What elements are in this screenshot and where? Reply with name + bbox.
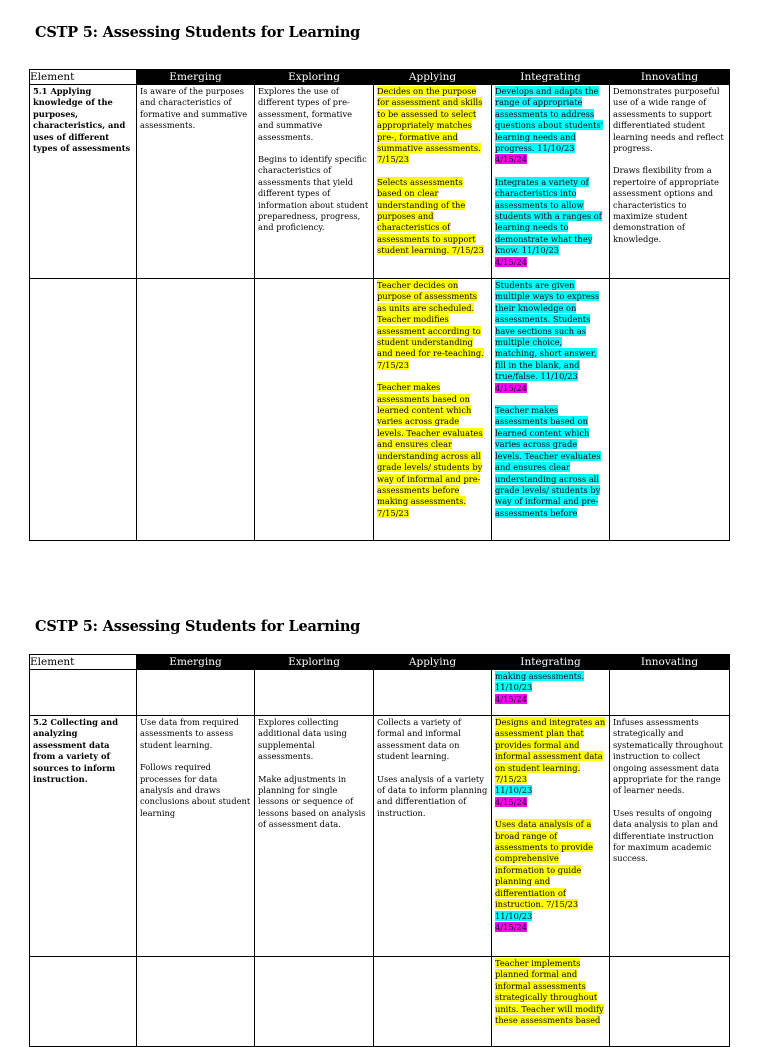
highlighted-text: 4/15/24 — [495, 154, 527, 165]
cell-paragraph — [495, 958, 606, 1026]
applying-cell — [374, 957, 492, 1047]
header-row — [30, 70, 730, 85]
cell-text: Uses analysis of a variety of data to inform planning and differentiation of instruction. — [377, 773, 488, 818]
highlighted-text: 4/15/24 — [495, 256, 527, 267]
cell-paragraph — [495, 280, 606, 394]
cell-paragraph — [495, 671, 606, 705]
innovating-cell — [610, 670, 730, 716]
applying-cell — [374, 716, 492, 957]
highlighted-text: Integrates a variety of characteristics into assessments to allow students with a ranges of learning needs to demonstrate what they know. 11/10/23 — [495, 176, 602, 256]
cell-text: Use data from required assessments to assess student learning. — [140, 717, 239, 750]
integrating-cell — [492, 279, 610, 541]
highlighted-text: Teacher decides on purpose of assessments as units are scheduled. Teacher modifies assessment according to student understanding and need for re-teaching. 7/15/23 — [377, 280, 484, 370]
exploring-cell — [255, 957, 374, 1047]
exploring-cell — [255, 716, 374, 957]
highlighted-text: 4/15/24 — [495, 382, 527, 393]
cell-paragraph — [613, 808, 726, 865]
cell-text: Collects a variety of formal and informal assessment data on student learning. — [377, 717, 461, 762]
cell-paragraph — [377, 280, 488, 371]
highlighted-text: Teacher makes assessments based on learned content which varies across grade levels. Teacher evaluates and ensures clear understanding across all grade levels/ students by way of informal and pre-assessments before making assessments. 7/15/23 — [377, 382, 483, 518]
cell-text: Begins to identify specific characteristics of assessments that yield different types of information about student preparedness, progress, and proficiency. — [258, 154, 369, 233]
column-header-element: Element — [30, 70, 137, 85]
cell-text: Is aware of the purposes and characteristics of formative and summative assessments. — [140, 86, 248, 131]
cell-paragraph — [377, 382, 488, 519]
highlighted-text: Selects assessments based on clear understanding of the purposes and characteristics of assessments to support student learning. 7/15/23 — [377, 176, 484, 256]
integrating-cell — [492, 957, 610, 1047]
column-header-emerging: Emerging — [137, 655, 255, 670]
cell-paragraph — [613, 86, 726, 154]
emerging-cell — [137, 957, 255, 1047]
cell-text: Explores the use of different types of pre-assessment, formative and summative assessments. — [258, 86, 353, 142]
cell-paragraph — [495, 86, 606, 166]
cell-paragraph — [258, 717, 370, 763]
table-row — [30, 85, 730, 279]
cell-paragraph — [495, 819, 606, 933]
highlighted-text: 11/10/23 — [495, 910, 533, 921]
applying-cell — [374, 279, 492, 541]
cell-paragraph — [377, 774, 488, 820]
header-row — [30, 655, 730, 670]
column-header-exploring: Exploring — [255, 655, 374, 670]
column-header-exploring: Exploring — [255, 70, 374, 85]
cell-paragraph — [495, 177, 606, 268]
cell-paragraph — [258, 86, 370, 143]
highlighted-text: 4/15/24 — [495, 921, 527, 932]
highlighted-text: 11/10/23 — [495, 682, 533, 693]
innovating-cell — [610, 279, 730, 541]
highlighted-text: Students are given multiple ways to express their knowledge on assessments. Students have sections such as multiple choice, matching, short answer, fill in the blank, and true/false. 11/10/23 — [495, 280, 600, 382]
integrating-cell — [492, 716, 610, 957]
highlighted-text: 4/15/24 — [495, 693, 527, 704]
column-header-integrating: Integrating — [492, 70, 610, 85]
column-header-emerging: Emerging — [137, 70, 255, 85]
highlighted-text: Develops and adapts the range of appropriate assessments to address questions about students' learning needs and progress. 11/10/23 — [495, 86, 603, 154]
cell-text: Follows required processes for data analysis and draws conclusions about student learning — [140, 762, 251, 818]
element-cell — [30, 670, 137, 716]
cell-text: Demonstrates purposeful use of a wide range of assessments to support differentiated student learning needs and reflect progress. — [613, 86, 724, 154]
highlighted-text: 11/10/23 — [495, 785, 533, 796]
section-title: CSTP 5: Assessing Students for Learning — [35, 618, 361, 635]
cell-paragraph — [258, 154, 370, 234]
cell-paragraph — [613, 717, 726, 797]
highlighted-text: 7/15/23 — [495, 774, 527, 785]
cell-paragraph — [613, 165, 726, 245]
cell-paragraph — [377, 717, 488, 763]
innovating-cell — [610, 716, 730, 957]
cell-paragraph — [495, 405, 606, 519]
highlighted-text: Teacher implements planned formal and informal assessments strategically throughout units. Teacher will modify these assessments based — [495, 958, 604, 1026]
cell-paragraph — [377, 177, 488, 257]
cell-paragraph — [258, 774, 370, 831]
cell-paragraph — [140, 762, 251, 819]
emerging-cell — [137, 716, 255, 957]
column-header-applying: Applying — [374, 70, 492, 85]
applying-cell — [374, 85, 492, 279]
column-header-element: Element — [30, 655, 137, 670]
emerging-cell — [137, 670, 255, 716]
section-title: CSTP 5: Assessing Students for Learning — [35, 24, 361, 41]
applying-cell — [374, 670, 492, 716]
table-row — [30, 957, 730, 1047]
exploring-cell — [255, 670, 374, 716]
column-header-innovating: Innovating — [610, 655, 730, 670]
integrating-cell — [492, 85, 610, 279]
emerging-cell — [137, 279, 255, 541]
highlighted-text: making assessments. — [495, 671, 585, 681]
innovating-cell — [610, 85, 730, 279]
rubric-table — [29, 654, 730, 1047]
cell-paragraph — [140, 717, 251, 751]
table-row — [30, 716, 730, 957]
rubric-table — [29, 69, 730, 541]
cell-paragraph — [495, 717, 606, 808]
cell-paragraph — [140, 86, 251, 132]
exploring-cell — [255, 279, 374, 541]
cell-text: Draws flexibility from a repertoire of appropriate assessment options and characteristics to maximize student demonstration of knowledge. — [613, 165, 719, 244]
cell-text: Make adjustments in planning for single lessons or sequence of lessons based on analysis of assessment data. — [258, 773, 366, 830]
highlighted-text: Designs and integrates an assessment plan that provides formal and informal assessment data on student learning. — [495, 717, 606, 773]
element-cell — [30, 279, 137, 541]
element-cell — [30, 957, 137, 1047]
column-header-integrating: Integrating — [492, 655, 610, 670]
highlighted-text: Teacher makes assessments based on learned content which varies across grade levels. Teacher evaluates and ensures clear understanding across all grade levels/ students by way of informal and pre-assessments before — [495, 405, 601, 518]
exploring-cell — [255, 85, 374, 279]
emerging-cell — [137, 85, 255, 279]
cell-text: Explores collecting additional data using supplemental assessments. — [258, 717, 347, 762]
element-cell: 5.2 Collecting and analyzing assessment data from a variety of sources to inform instruction. — [30, 716, 137, 957]
cell-text: Uses results of ongoing data analysis to plan and differentiate instruction for maximum academic success. — [613, 807, 719, 864]
innovating-cell — [610, 957, 730, 1047]
highlighted-text: Uses data analysis of a broad range of assessments to provide comprehensive information to guide planning and differentiation of instruction. 7/15/23 — [495, 819, 594, 910]
cell-text: Infuses assessments strategically and systematically throughout instruction to collect ongoing assessment data appropriate for the range of learner needs. — [613, 717, 723, 796]
table-row — [30, 279, 730, 541]
highlighted-text: 4/15/24 — [495, 796, 527, 807]
element-cell: 5.1 Applying knowledge of the purposes, characteristics, and uses of different types of assessments — [30, 85, 137, 279]
column-header-applying: Applying — [374, 655, 492, 670]
column-header-innovating: Innovating — [610, 70, 730, 85]
cell-paragraph — [377, 86, 488, 166]
highlighted-text: Decides on the purpose for assessment and skills to be assessed to select appropriately matches pre-, formative and summative assessments. 7/15/23 — [377, 86, 483, 165]
integrating-cell — [492, 670, 610, 716]
table-row — [30, 670, 730, 716]
